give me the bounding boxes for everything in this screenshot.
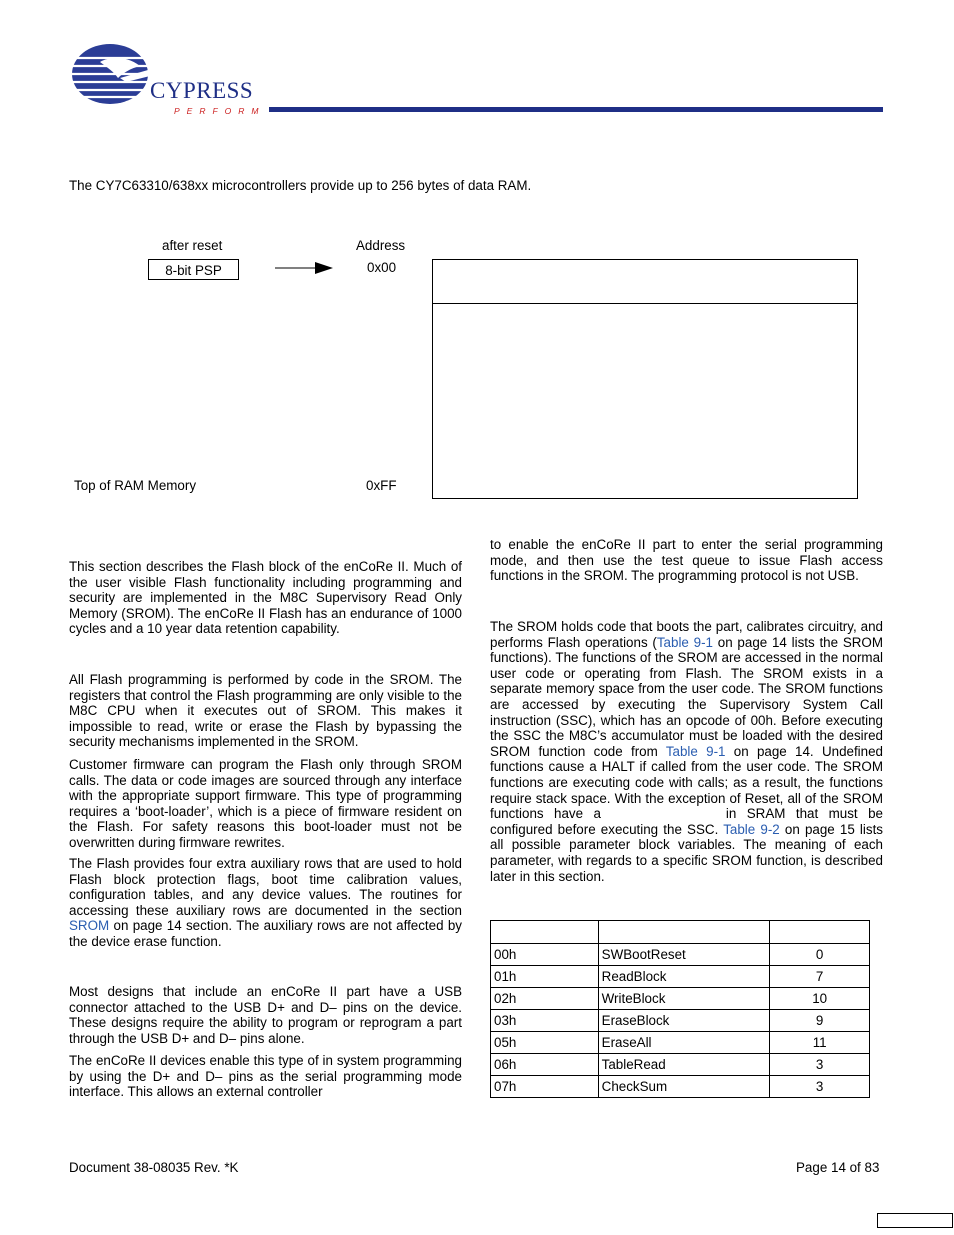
aux-text-1: The Flash provides four extra auxiliary rows that are used to hold Flash block protection flags, boot time calibration values, configuration tables, and any device values. The routines for accessing these auxiliary rows are documented in the section [69, 856, 462, 918]
table-9-1-link[interactable]: Table 9-1 [656, 634, 713, 650]
table-header-row [491, 921, 870, 944]
param-size-cell: 7 [770, 966, 870, 988]
param-size-cell: 3 [770, 1054, 870, 1076]
table-row [491, 1032, 870, 1054]
table-row [491, 1076, 870, 1098]
function-name-cell: CheckSum [598, 1076, 770, 1098]
function-code-cell: 01h [491, 966, 599, 988]
auxiliary-rows-paragraph [69, 856, 462, 950]
srom-text-b: on page 14 lists the SROM functions). The functions of the SROM are accessed in the normal user code or operating from Flash. The SROM exists in a separate memory space from the user code. The SROM functions are accessed by executing the Supervisory System Call instruction (SSC), which has an opcode of 00h. Before executing the SSC the M8C’s accumulator must be loaded with the desired SROM function code from [490, 634, 884, 759]
param-size-cell: 11 [770, 1032, 870, 1054]
function-name-cell: EraseBlock [598, 1010, 770, 1032]
document-number: Document 38-08035 Rev. *K [69, 1160, 239, 1175]
feedback-box [877, 1213, 953, 1228]
function-name-cell: SWBootReset [598, 944, 770, 966]
srom-link[interactable]: SROM [69, 918, 110, 934]
function-name-cell: WriteBlock [598, 988, 770, 1010]
srom-text-c: on page 14. Undefined functions cause a HALT if called from the user code. The SROM functions are executing code with calls; as a result, the functions require stack space. With the exception of Reset, all of the SROM functions have a [490, 743, 883, 822]
srom-text-a: The SROM holds code that boots the part, calibrates circuitry, and performs Flash operations ( [490, 619, 883, 650]
function-code-cell: 05h [491, 1032, 599, 1054]
param-size-cell: 9 [770, 1010, 870, 1032]
top-of-ram-label: Top of RAM Memory [74, 478, 197, 493]
table-row [491, 944, 870, 966]
function-name-cell: EraseAll [598, 1032, 770, 1054]
address-start: 0x00 [367, 260, 397, 275]
function-code-cell: 03h [491, 1010, 599, 1032]
table-row [491, 988, 870, 1010]
param-size-cell: 0 [770, 944, 870, 966]
table-9-1-link-2[interactable]: Table 9-1 [665, 743, 726, 759]
function-code-cell: 00h [491, 944, 599, 966]
table-row [491, 1054, 870, 1076]
serial-mode-paragraph: to enable the enCoRe II part to enter the serial programming mode, and then use the test queue to issue Flash access functions in the SROM. The programming protocol is not USB. [490, 537, 883, 584]
ram-memory-block [432, 259, 858, 499]
firmware-paragraph: Customer firmware can program the Flash only through SROM calls. The data or code images are sourced through any interface with the appropriate support firmware. This type of programming requires a ‘boot-loader’, which is a piece of firmware resident on the Flash. For safety reasons this boot-loader must not be overwritten during firmware rewrites. [69, 757, 462, 850]
ram-divider [433, 303, 857, 304]
usb-design-paragraph: Most designs that include an enCoRe II part have a USB connector attached to the USB D+ and D– pins on the device. These designs require the ability to program or reprogram a part through the USB D+ and D– pins alone. [69, 984, 462, 1046]
isp-paragraph: The enCoRe II devices enable this type of in system programming by using the D+ and D– pins as the serial programming mode interface. This allows an external controller [69, 1053, 462, 1100]
param-size-cell: 3 [770, 1076, 870, 1098]
function-name-cell: ReadBlock [598, 966, 770, 988]
after-reset-label: after reset [162, 238, 223, 253]
table-row [491, 1010, 870, 1032]
psp-box: 8-bit PSP [148, 259, 239, 280]
header-rule [269, 107, 883, 112]
aux-text-2: on page 14 section. The auxiliary rows are not affected by the device erase function. [69, 918, 462, 949]
address-end: 0xFF [366, 478, 397, 493]
flash-intro-paragraph: This section describes the Flash block of the enCoRe II. Much of the user visible Flash functionality including programming and security are implemented in the M8C Supervisory Read Only Memory (SROM). The enCoRe II Flash has an endurance of 1000 cycles and a 10 year data retention capability. [69, 559, 462, 637]
function-code-cell: 07h [491, 1076, 599, 1098]
srom-text-e: on page 15 lists all possible parameter block variables. The meaning of each parameter, with regards to a specific SROM function, is described later in this section. [490, 821, 883, 884]
intro-text: The CY7C63310/638xx microcontrollers provide up to 256 bytes of data RAM. [69, 178, 532, 193]
srom-text-d: in SRAM that must be configured before executing the SSC. [490, 806, 883, 837]
srom-paragraph [490, 619, 883, 884]
table-row [491, 966, 870, 988]
address-label: Address [356, 238, 406, 253]
flash-programming-paragraph: All Flash programming is performed by code in the SROM. The registers that control the Flash programming are only visible to the M8C CPU when it executes out of SROM. This makes it impossible to read, write or erase the Flash by bypassing the security mechanisms implemented in the SROM. [69, 672, 462, 750]
arrow-right-icon [275, 261, 333, 275]
srom-function-table [490, 920, 870, 1098]
logo-text: CYPRESS [150, 78, 254, 103]
table-9-2-link[interactable]: Table 9-2 [723, 821, 780, 837]
cypress-globe-icon [70, 42, 154, 106]
logo-subtitle: PERFORM [174, 106, 266, 116]
param-size-cell: 10 [770, 988, 870, 1010]
function-name-cell: TableRead [598, 1054, 770, 1076]
page-number: Page 14 of 83 [796, 1160, 880, 1175]
function-code-cell: 06h [491, 1054, 599, 1076]
function-code-cell: 02h [491, 988, 599, 1010]
